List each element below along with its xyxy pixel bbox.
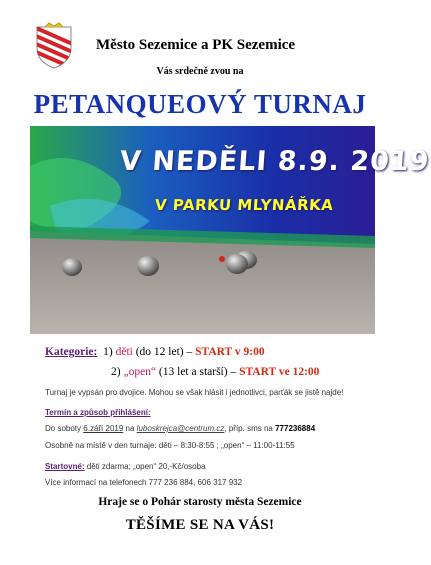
email-link[interactable]: luboskrejca@centrum.cz — [136, 424, 225, 433]
event-date: V NEDĚLI 8.9. 2019 — [118, 146, 431, 177]
category-row-open — [111, 366, 319, 378]
registration-heading: Termín a způsob přihlášení: — [45, 408, 151, 417]
registration-line — [45, 424, 315, 433]
reg-pre: Do soboty — [45, 424, 82, 433]
more-info: Více informací na telefonech 777 236 884, 606 317 932 — [45, 478, 243, 487]
event-place: V PARKU MLYNÁŘKA — [154, 196, 334, 214]
category-a-number: 1) — [103, 346, 113, 358]
category-b-start: START ve 12:00 — [239, 366, 320, 378]
see-you-line: TĚŠÍME SE NA VÁS! — [125, 517, 275, 533]
reg-phone: 777236884 — [275, 424, 316, 433]
fee-line — [45, 462, 206, 471]
tournament-title: PETANQUEOVÝ TURNAJ — [33, 89, 367, 119]
category-b-note: (13 let a starší) – — [158, 366, 237, 378]
organizers-heading: Město Sezemice a PK Sezemice — [96, 37, 296, 53]
pairs-note: Turnaj je vypsán pro dvojice. Mohou se však hlásit i jednotlivci, parťák se jistě najde! — [45, 388, 344, 397]
category-b-name: „open“ — [123, 366, 157, 378]
cup-line: Hraje se o Pohár starosty města Sezemice — [98, 496, 302, 508]
reg-on: na — [125, 424, 135, 433]
category-a-name: děti — [115, 346, 133, 358]
reg-date: 6.září 2019 — [83, 424, 124, 433]
town-crest-icon — [33, 24, 75, 70]
invite-line: Vás srdečně zvou na — [156, 66, 244, 77]
category-b-number: 2) — [111, 366, 121, 378]
category-a-start: START v 9:00 — [195, 346, 265, 358]
reg-sms: , příp. sms na — [224, 424, 273, 433]
category-a-note: (do 12 let) – — [135, 346, 193, 358]
onsite-registration: Osobně na místě v den turnaje: děti – 8:30-8:55 ; „open“ – 11:00-11:55 — [45, 441, 295, 450]
category-row-children — [45, 346, 265, 358]
fee-text: děti zdarma; „open“ 20,-Kč/osoba — [86, 462, 206, 471]
categories-label: Kategorie: — [45, 346, 98, 358]
event-photo — [30, 126, 431, 334]
fee-label: Startovné: — [45, 462, 85, 471]
